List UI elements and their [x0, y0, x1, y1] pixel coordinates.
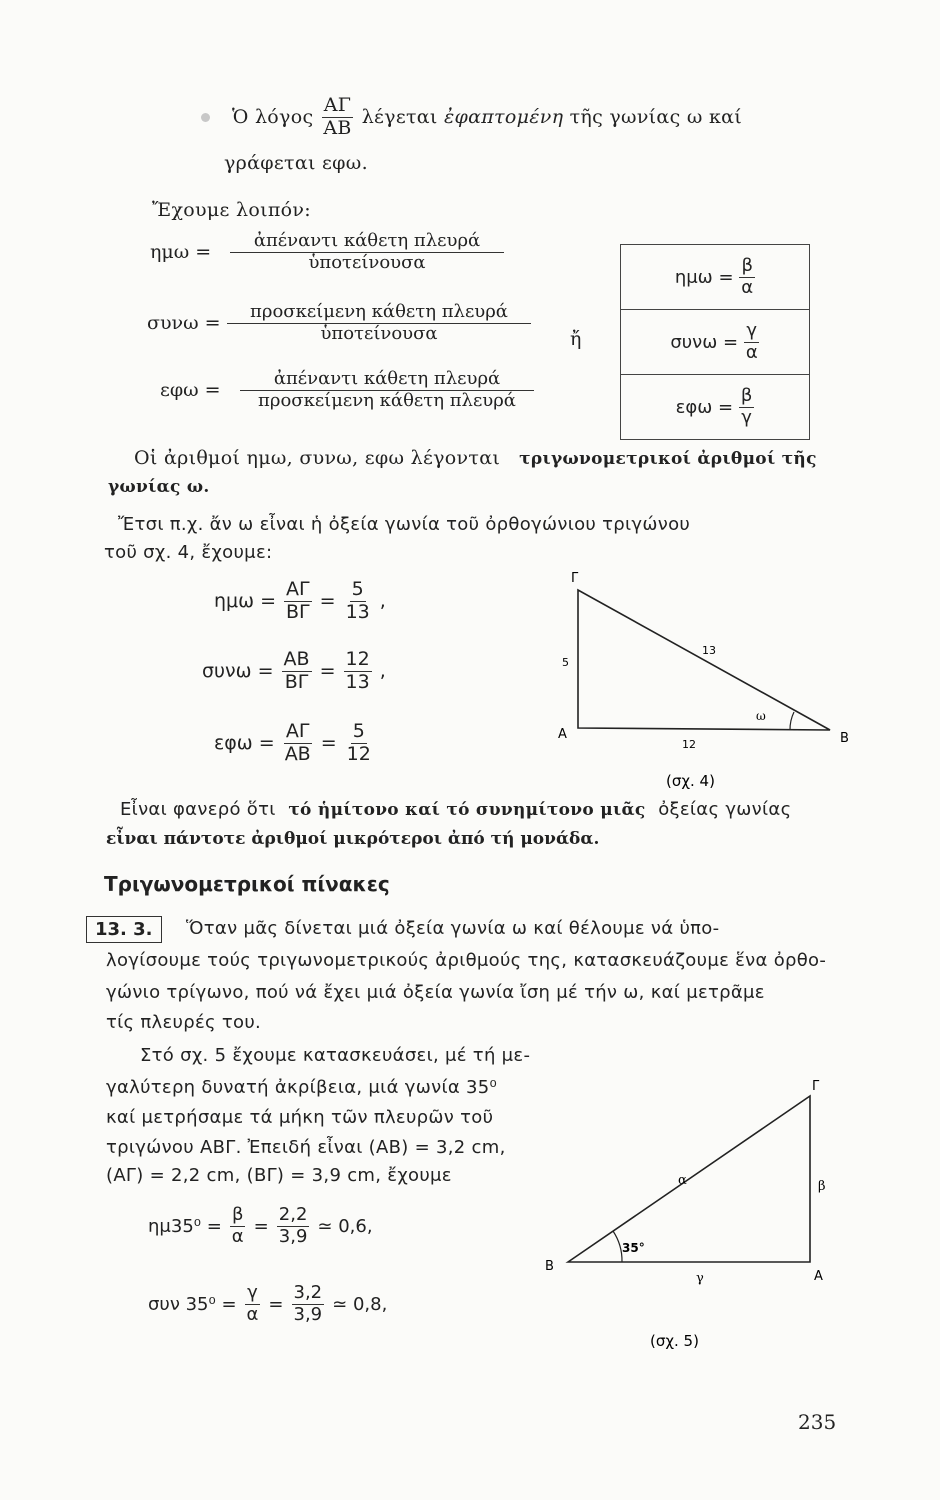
- def-sin-num: ἀπέναντι κάθετη πλευρά: [230, 232, 504, 253]
- ex-cos-lhs: συνω =: [202, 660, 274, 683]
- term-tangent: ἐφαπτομένη: [444, 106, 564, 129]
- section-title: Τριγωνομετρικοί πίνακες: [104, 872, 390, 896]
- ex-sin-n1: ΑΓ: [286, 578, 310, 600]
- fig5-triangle: [568, 1096, 810, 1262]
- definition-sin: [150, 232, 504, 273]
- bullet-marker: [201, 113, 210, 122]
- ex-cos-frac1: [282, 650, 312, 693]
- def-cos-lhs: συνω =: [147, 312, 221, 335]
- definition-tan: [160, 370, 534, 411]
- ex-sin-frac1: [284, 580, 312, 623]
- intro-line2: γράφεται εφω.: [224, 152, 368, 174]
- ex-tan-n2: 5: [352, 720, 365, 742]
- calc-sin-frac2: [277, 1206, 310, 1247]
- example-eq-cos: συνω = $\frac{AB}{B\Gamma}$ = $\frac{12}{13}$ ,: [202, 648, 386, 693]
- para133-line1: Ὅταν μᾶς δίνεται μιά ὀξεία γωνία ω καί θέλουμε νά ὑπο-: [186, 918, 720, 939]
- fig4-angle-label: ω: [756, 709, 766, 723]
- fig4-vertex-top: Γ: [571, 571, 579, 586]
- fig4-vertex-right: Β: [840, 731, 849, 746]
- calc-sin-d1: α: [231, 1225, 244, 1247]
- def-cos-den: ὑποτείνουσα: [320, 322, 438, 344]
- box-cos-lhs: συνω =: [670, 331, 739, 353]
- para133-line3: γώνιο τρίγωνο, πού νά ἔχει μιά ὀξεία γωνία ἴση μέ τήν ω, καί μετρᾶμε: [106, 982, 765, 1003]
- calc-sin-tail: ≃ 0,6,: [317, 1215, 373, 1237]
- ex-sin-n2: 5: [351, 578, 364, 600]
- ex-cos-n2: 12: [345, 648, 370, 670]
- fig5-vertex-top: Γ: [812, 1079, 820, 1094]
- ex-cos-d1: ΒΓ: [284, 670, 309, 693]
- ratio-denominator: ΑΒ: [323, 116, 352, 139]
- calc-sin-d2: 3,9: [278, 1225, 308, 1247]
- def-cos-fraction: [227, 303, 531, 344]
- calc-cos-frac1: [245, 1284, 261, 1325]
- fig5-caption: (σχ. 5): [650, 1332, 699, 1350]
- or-word: ἤ: [570, 328, 582, 350]
- box-sin-num: β: [741, 254, 753, 276]
- fact-part1: Εἶναι φανερό ὅτι: [120, 799, 276, 820]
- calc-cos-d1: α: [246, 1303, 259, 1325]
- fig5-vertex-right: Α: [814, 1269, 823, 1284]
- figure-4: [540, 560, 860, 800]
- example-line1: Ἔτσι π.χ. ἄν ω εἶναι ἡ ὀξεία γωνία τοῦ ὀρθογώνιου τριγώνου: [118, 514, 691, 535]
- ex-sin-frac2: [344, 580, 372, 623]
- fact-line1: [120, 798, 791, 820]
- numbers-line1: [134, 447, 817, 469]
- def-sin-lhs: ημω =: [150, 241, 212, 264]
- numbers-term: τριγωνομετρικοί ἀριθμοί τῆς: [519, 449, 817, 469]
- fig5-angle-label: 35°: [622, 1241, 645, 1255]
- box-cos-den: α: [745, 341, 758, 363]
- ratio-fraction: [321, 96, 353, 139]
- fig4-side-bottom: 12: [682, 738, 696, 751]
- calc-cos-n1: γ: [247, 1282, 258, 1303]
- calc-cos-tail: ≃ 0,8,: [332, 1293, 388, 1315]
- tangent-definition: [232, 96, 742, 139]
- box-row-tan: [621, 375, 809, 439]
- box-cos-num: γ: [746, 319, 758, 341]
- def-tan-num: ἀπέναντι κάθετη πλευρά: [240, 370, 534, 391]
- summary-intro: Ἔχουμε λοιπόν:: [152, 199, 311, 221]
- box-row-cos: [621, 310, 809, 375]
- fact-bold1: τό ἡμίτονο καί τό συνημίτονο μιᾶς: [288, 800, 646, 820]
- ex-sin-lhs: ημω =: [214, 590, 277, 613]
- fig4-triangle: [578, 590, 830, 730]
- ex-tan-n1: ΑΓ: [285, 720, 310, 742]
- fig5-text-line4: τριγώνου ΑΒΓ. Ἐπειδή εἶναι (ΑΒ) = 3,2 cm,: [106, 1137, 506, 1158]
- example-line2: τοῦ σχ. 4, ἔχουμε:: [104, 542, 273, 563]
- ex-tan-frac2: [345, 722, 373, 765]
- def-tan-fraction: [240, 370, 534, 411]
- def-sin-fraction: [230, 232, 504, 273]
- box-tan-lhs: εφω =: [675, 396, 734, 418]
- fig4-side-left: 5: [562, 656, 569, 669]
- ex-sin-d2: 13: [345, 600, 370, 623]
- calc-cos-lhs: συν 35⁰ =: [148, 1293, 237, 1315]
- ratio-suffix: λέγεται: [361, 106, 438, 129]
- calc-sin-n2: 2,2: [278, 1204, 308, 1225]
- def-cos-num: προσκείμενη κάθετη πλευρά: [227, 303, 531, 324]
- example-eq-sin: ημω = $\frac{A\Gamma}{B\Gamma}$ = $\frac{5}{13}$ ,: [214, 578, 386, 623]
- fact-part2: ὀξείας γωνίας: [658, 799, 792, 820]
- ex-sin-d1: ΒΓ: [286, 600, 310, 623]
- fact-line2: εἶναι πάντοτε ἀριθμοί μικρότεροι ἀπό τή μονάδα.: [106, 829, 600, 849]
- box-row-sin: [621, 245, 809, 310]
- fig5-vertex-left: Β: [545, 1259, 554, 1274]
- section-number-box: 13. 3.: [86, 916, 162, 943]
- numbers-part1: Οἱ ἀριθμοί ημω, συνω, εφω λέγονται: [134, 447, 501, 469]
- fig4-side-hyp: 13: [702, 644, 716, 657]
- box-sin-fraction: [739, 254, 755, 298]
- fig4-caption: (σχ. 4): [666, 772, 715, 790]
- ex-cos-n1: ΑΒ: [283, 648, 310, 670]
- fig5-text-line5: (ΑΓ) = 2,2 cm, (ΒΓ) = 3,9 cm, ἔχουμε: [106, 1165, 452, 1186]
- numbers-line2: γωνίας ω.: [108, 477, 210, 497]
- box-tan-den: γ: [741, 406, 752, 428]
- ratio-tail: τῆς γωνίας ω καί: [569, 106, 743, 129]
- para133-line2: λογίσουμε τούς τριγωνομετρικούς ἀριθμούς της, κατασκευάζουμε ἕνα ὀρθο-: [106, 950, 827, 971]
- ratio-prefix: Ὁ λόγος: [232, 106, 314, 129]
- ex-cos-tail: ,: [379, 660, 386, 683]
- fig5-side-hyp: α: [678, 1173, 687, 1188]
- calc-eq-sin35: ημ35⁰ = $\frac{\beta}{\alpha}$ = $\frac{2,2}{3,9}$ ≃ 0,6,: [148, 1204, 373, 1247]
- def-tan-den: προσκείμενη κάθετη πλευρά: [258, 389, 516, 411]
- figure-5: [530, 1070, 850, 1370]
- ex-tan-lhs: εφω =: [214, 732, 275, 755]
- ex-cos-frac2: [344, 650, 372, 693]
- fig5-text-line2: γαλύτερη δυνατή ἀκρίβεια, μιά γωνία 35⁰: [106, 1077, 498, 1098]
- ratio-numerator: ΑΓ: [323, 94, 352, 116]
- fig4-vertex-left: Α: [558, 727, 567, 742]
- calc-cos-frac2: [292, 1284, 325, 1325]
- ex-cos-d2: 13: [345, 670, 370, 693]
- para133-line4: τίς πλευρές του.: [106, 1012, 262, 1033]
- fig5-angle-arc: [613, 1231, 622, 1262]
- calc-sin-lhs: ημ35⁰ =: [148, 1215, 222, 1237]
- calc-cos-n2: 3,2: [293, 1282, 323, 1303]
- definition-cos: [147, 303, 531, 344]
- calc-eq-cos35: συν 35⁰ = $\frac{\gamma}{\alpha}$ = $\frac{3,2}{3,9}$ ≃ 0,8,: [148, 1282, 388, 1325]
- ex-sin-tail: ,: [379, 590, 386, 613]
- fig5-side-right: β: [818, 1179, 826, 1194]
- box-tan-fraction: [739, 384, 755, 428]
- fig5-side-bottom: γ: [696, 1271, 704, 1286]
- fig4-angle-arc: [790, 712, 794, 730]
- ex-tan-d1: ΑΒ: [284, 742, 311, 765]
- example-eq-tan: εφω = $\frac{A\Gamma}{AB}$ = $\frac{5}{12}$: [214, 720, 371, 765]
- def-tan-lhs: εφω =: [160, 379, 221, 402]
- box-cos-fraction: [744, 319, 760, 363]
- box-sin-den: α: [741, 276, 754, 298]
- box-sin-lhs: ημω =: [674, 266, 734, 288]
- calc-cos-d2: 3,9: [293, 1303, 323, 1325]
- ex-tan-d2: 12: [346, 742, 371, 765]
- fig5-text-line1: Στό σχ. 5 ἔχουμε κατασκευάσει, μέ τή με-: [140, 1045, 531, 1066]
- calc-sin-frac1: [230, 1206, 246, 1247]
- formula-box: [620, 244, 810, 440]
- fig5-text-line3: καί μετρήσαμε τά μήκη τῶν πλευρῶν τοῦ: [106, 1107, 494, 1128]
- calc-sin-n1: β: [231, 1204, 244, 1225]
- def-sin-den: ὑποτείνουσα: [308, 251, 426, 273]
- box-tan-num: β: [740, 384, 753, 406]
- ex-tan-frac1: [283, 722, 313, 765]
- page-number: 235: [798, 1410, 837, 1434]
